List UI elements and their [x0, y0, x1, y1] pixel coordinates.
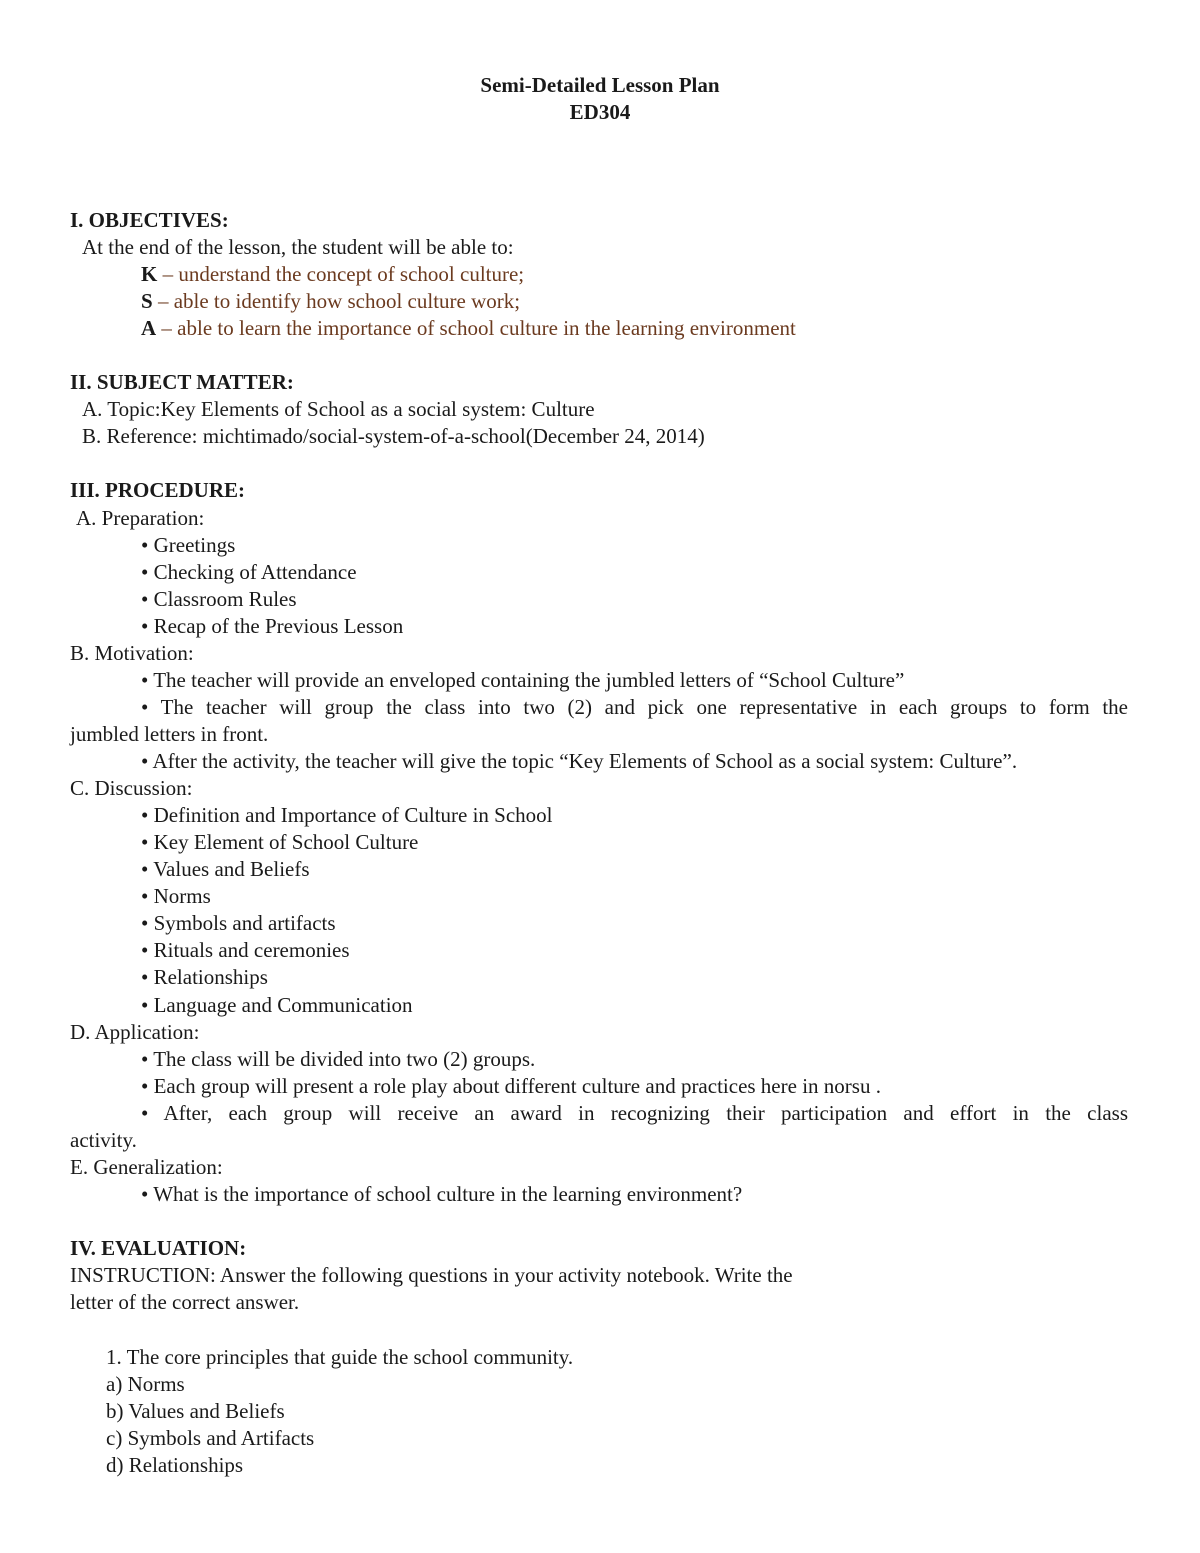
subject-reference: B. Reference: michtimado/social-system-of-a-school(December 24, 2014) [82, 424, 705, 448]
list-item: • Relationships [141, 965, 268, 989]
list-item: • Rituals and ceremonies [141, 938, 350, 962]
objective-a [141, 315, 796, 342]
list-item: • Norms [141, 884, 211, 908]
subject-matter-heading: II. SUBJECT MATTER: [70, 370, 294, 394]
page-title: Semi-Detailed Lesson Plan [480, 73, 720, 97]
list-item: • Definition and Importance of Culture in School [141, 803, 553, 827]
objective-k [141, 261, 524, 288]
objective-a-key: A [141, 316, 157, 340]
list-item: • Key Element of School Culture [141, 830, 419, 854]
list-item-continuation: jumbled letters in front. [70, 722, 269, 746]
evaluation-instruction: INSTRUCTION: Answer the following questions in your activity notebook. Write the [70, 1263, 793, 1287]
list-item: • Values and Beliefs [141, 857, 310, 881]
list-item: • After the activity, the teacher will give the topic “Key Elements of School as a social system: Culture”. [141, 749, 1018, 773]
discussion-label: C. Discussion: [70, 776, 193, 800]
list-item: • Symbols and artifacts [141, 911, 336, 935]
list-item: • The teacher will group the class into two (2) and pick one representative in each groups to form the [141, 695, 1128, 719]
list-item: • Classroom Rules [141, 587, 297, 611]
objective-k-key: K [141, 262, 158, 286]
objective-s-key: S [141, 289, 153, 313]
objective-k-text: – understand the concept of school culture; [162, 262, 525, 286]
generalization-label: E. Generalization: [70, 1155, 223, 1179]
procedure-heading: III. PROCEDURE: [70, 478, 246, 502]
choice-b: b) Values and Beliefs [106, 1399, 285, 1423]
subject-topic: A. Topic:Key Elements of School as a social system: Culture [82, 397, 595, 421]
objectives-heading: I. OBJECTIVES: [70, 208, 229, 232]
objective-s [141, 288, 520, 315]
list-item: • Checking of Attendance [141, 560, 357, 584]
list-item: • Greetings [141, 533, 236, 557]
evaluation-instruction-continuation: letter of the correct answer. [70, 1290, 300, 1314]
list-item: • The class will be divided into two (2) groups. [141, 1047, 536, 1071]
objective-a-text: – able to learn the importance of school culture in the learning environment [161, 316, 796, 340]
application-label: D. Application: [70, 1020, 200, 1044]
choice-d: d) Relationships [106, 1453, 244, 1477]
list-item: • Recap of the Previous Lesson [141, 614, 404, 638]
list-item: • After, each group will receive an award in recognizing their participation and effort in the class [141, 1101, 1128, 1125]
question-1: 1. The core principles that guide the school community. [106, 1345, 574, 1369]
evaluation-heading: IV. EVALUATION: [70, 1236, 247, 1260]
choice-a: a) Norms [106, 1372, 185, 1396]
list-item: • Each group will present a role play about different culture and practices here in norsu . [141, 1074, 881, 1098]
objectives-intro: At the end of the lesson, the student will be able to: [82, 235, 514, 259]
choice-c: c) Symbols and Artifacts [106, 1426, 315, 1450]
list-item-continuation: activity. [70, 1128, 137, 1152]
course-code: ED304 [569, 100, 631, 124]
motivation-label: B. Motivation: [70, 641, 194, 665]
objective-s-text: – able to identify how school culture work; [157, 289, 521, 313]
preparation-label: A. Preparation: [76, 506, 205, 530]
list-item: • The teacher will provide an enveloped containing the jumbled letters of “School Culture” [141, 668, 905, 692]
list-item: • What is the importance of school culture in the learning environment? [141, 1182, 743, 1206]
list-item: • Language and Communication [141, 993, 413, 1017]
